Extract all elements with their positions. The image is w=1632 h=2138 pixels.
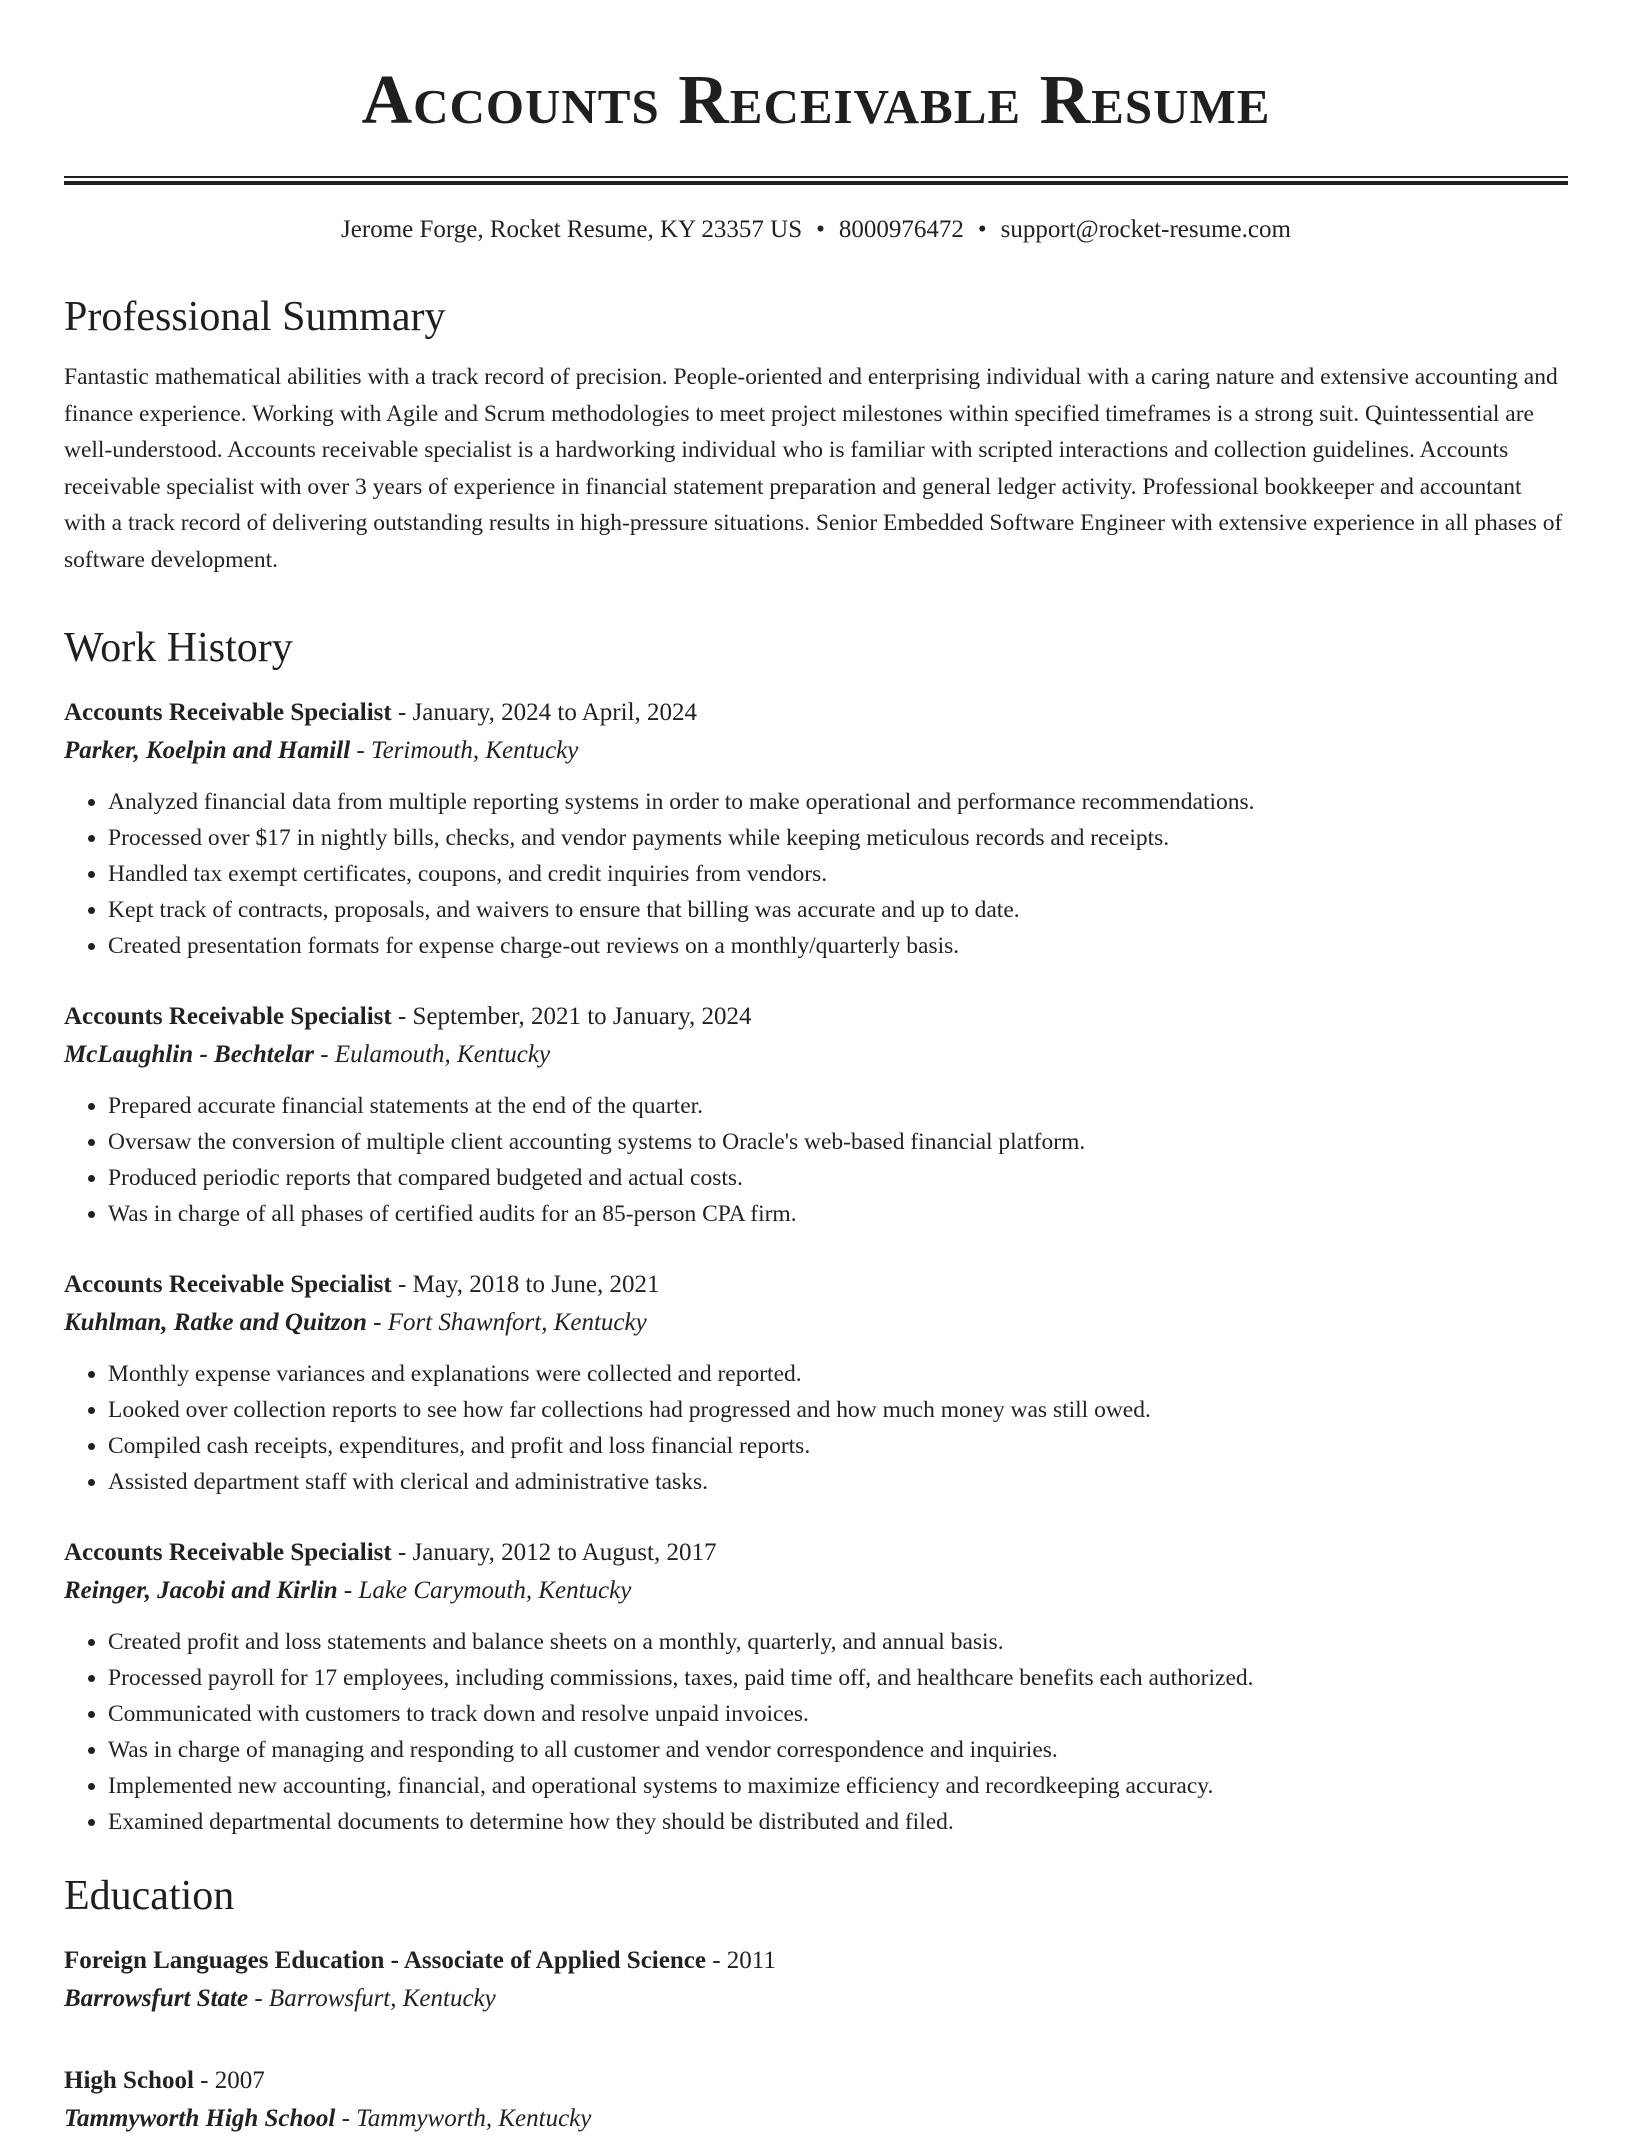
job-title: Accounts Receivable Specialist: [64, 1539, 392, 1566]
list-item: • Was in charge of managing and responding to all customer and vendor correspondence and inquiries.: [108, 1732, 1568, 1768]
list-item: • Produced periodic reports that compared budgeted and actual costs.: [108, 1160, 1568, 1196]
list-item: • Communicated with customers to track down and resolve unpaid invoices.: [108, 1696, 1568, 1732]
job-company-line: [64, 1304, 1568, 1342]
job-location: - Terimouth, Kentucky: [350, 737, 579, 764]
education-entry: [64, 1942, 1568, 2018]
list-item: • Monthly expense variances and explanations were collected and reported.: [108, 1356, 1568, 1392]
contact-separator: •: [977, 216, 987, 243]
job-entry: [64, 1534, 1568, 1840]
list-item: • Was in charge of all phases of certified audits for an 85-person CPA firm.: [108, 1196, 1568, 1232]
education-location: - Barrowsfurt, Kentucky: [248, 1985, 496, 2012]
job-location: - Eulamouth, Kentucky: [314, 1041, 551, 1068]
job-company-line: [64, 732, 1568, 770]
list-item: • Prepared accurate financial statements at the end of the quarter.: [108, 1088, 1568, 1124]
education-location: - Tammyworth, Kentucky: [335, 2105, 592, 2132]
job-entry: [64, 694, 1568, 964]
list-item: • Looked over collection reports to see how far collections had progressed and how much money was still owed.: [108, 1392, 1568, 1428]
list-item: • Examined departmental documents to determine how they should be distributed and filed.: [108, 1804, 1568, 1840]
contact-address: Jerome Forge, Rocket Resume, KY 23357 US: [341, 216, 803, 243]
job-bullets: [64, 1624, 1568, 1840]
education-degree: Foreign Languages Education - Associate of Applied Science: [64, 1947, 706, 1974]
job-company-line: [64, 1036, 1568, 1074]
work-history-heading: Work History: [64, 625, 293, 671]
education-year: - 2011: [705, 1947, 776, 1974]
list-item: • Oversaw the conversion of multiple client accounting systems to Oracle's web-based financial platform.: [108, 1124, 1568, 1160]
education-school-line: [64, 2100, 1568, 2138]
list-item: • Compiled cash receipts, expenditures, and profit and loss financial reports.: [108, 1428, 1568, 1464]
list-item: • Created profit and loss statements and balance sheets on a monthly, quarterly, and annual basis.: [108, 1624, 1568, 1660]
contact-email: support@rocket-resume.com: [1000, 216, 1291, 243]
job-bullets: [64, 1356, 1568, 1500]
job-bullets: [64, 1088, 1568, 1232]
job-dates: - September, 2021 to January, 2024: [391, 1003, 752, 1030]
list-item: • Analyzed financial data from multiple reporting systems in order to make operational and performance recommendations.: [108, 784, 1568, 820]
job-title: Accounts Receivable Specialist: [64, 1003, 392, 1030]
list-item: • Created presentation formats for expense charge-out reviews on a monthly/quarterly basis.: [108, 928, 1568, 964]
education-degree-line: [64, 2062, 1568, 2100]
job-location: - Lake Carymouth, Kentucky: [337, 1577, 632, 1604]
job-company: Reinger, Jacobi and Kirlin: [64, 1577, 338, 1604]
education-school-line: [64, 1980, 1568, 2018]
job-entry: [64, 1266, 1568, 1500]
summary-text: Fantastic mathematical abilities with a track record of precision. People-oriented and enterprising individual with a caring nature and extensive accounting and finance experience. Working with Agile and Scrum methodologies to meet project milestones within specified timeframes is a strong suit. Quintessential are well-understood. Accounts receivable specialist is a hardworking individual who is familiar with scripted interactions and collection guidelines. Accounts receivable specialist with over 3 years of experience in financial statement preparation and general ledger activity. Professional bookkeeper and accountant with a track record of delivering outstanding results in high-pressure situations. Senior Embedded Software Engineer with extensive experience in all phases of software development.: [64, 364, 1563, 573]
list-item: • Kept track of contracts, proposals, and waivers to ensure that billing was accurate and up to date.: [108, 892, 1568, 928]
job-dates: - January, 2024 to April, 2024: [391, 699, 698, 726]
list-item: • Processed over $17 in nightly bills, checks, and vendor payments while keeping meticulous records and receipts.: [108, 820, 1568, 856]
resume-title: Accounts Receivable Resume: [361, 62, 1271, 139]
job-title: Accounts Receivable Specialist: [64, 699, 392, 726]
job-entry: [64, 998, 1568, 1232]
list-item: • Implemented new accounting, financial, and operational systems to maximize efficiency and recordkeeping accuracy.: [108, 1768, 1568, 1804]
job-company: McLaughlin - Bechtelar: [64, 1041, 315, 1068]
list-item: • Handled tax exempt certificates, coupons, and credit inquiries from vendors.: [108, 856, 1568, 892]
job-title-line: [64, 1266, 1568, 1304]
list-item: • Processed payroll for 17 employees, including commissions, taxes, paid time off, and healthcare benefits each authorized.: [108, 1660, 1568, 1696]
job-company-line: [64, 1572, 1568, 1610]
job-dates: - May, 2018 to June, 2021: [391, 1271, 660, 1298]
education-degree-line: [64, 1942, 1568, 1980]
contact-phone: 8000976472: [838, 216, 964, 243]
job-title-line: [64, 1534, 1568, 1572]
job-location: - Fort Shawnfort, Kentucky: [366, 1309, 647, 1336]
education-entry: [64, 2062, 1568, 2138]
job-company: Parker, Koelpin and Hamill: [64, 737, 351, 764]
job-company: Kuhlman, Ratke and Quitzon: [64, 1309, 367, 1336]
education-heading: Education: [64, 1873, 235, 1919]
education-year: - 2007: [193, 2067, 265, 2094]
contact-line: [64, 213, 1568, 247]
job-title: Accounts Receivable Specialist: [64, 1271, 392, 1298]
job-title-line: [64, 998, 1568, 1036]
list-item: • Assisted department staff with clerical and administrative tasks.: [108, 1464, 1568, 1500]
job-dates: - January, 2012 to August, 2017: [391, 1539, 717, 1566]
job-bullets: [64, 784, 1568, 964]
education-degree: High School: [64, 2067, 194, 2094]
job-title-line: [64, 694, 1568, 732]
title-divider: [64, 176, 1568, 185]
education-school: Barrowsfurt State: [64, 1985, 249, 2012]
contact-separator: •: [816, 216, 825, 243]
summary-heading: Professional Summary: [64, 294, 446, 340]
education-school: Tammyworth High School: [64, 2105, 336, 2132]
